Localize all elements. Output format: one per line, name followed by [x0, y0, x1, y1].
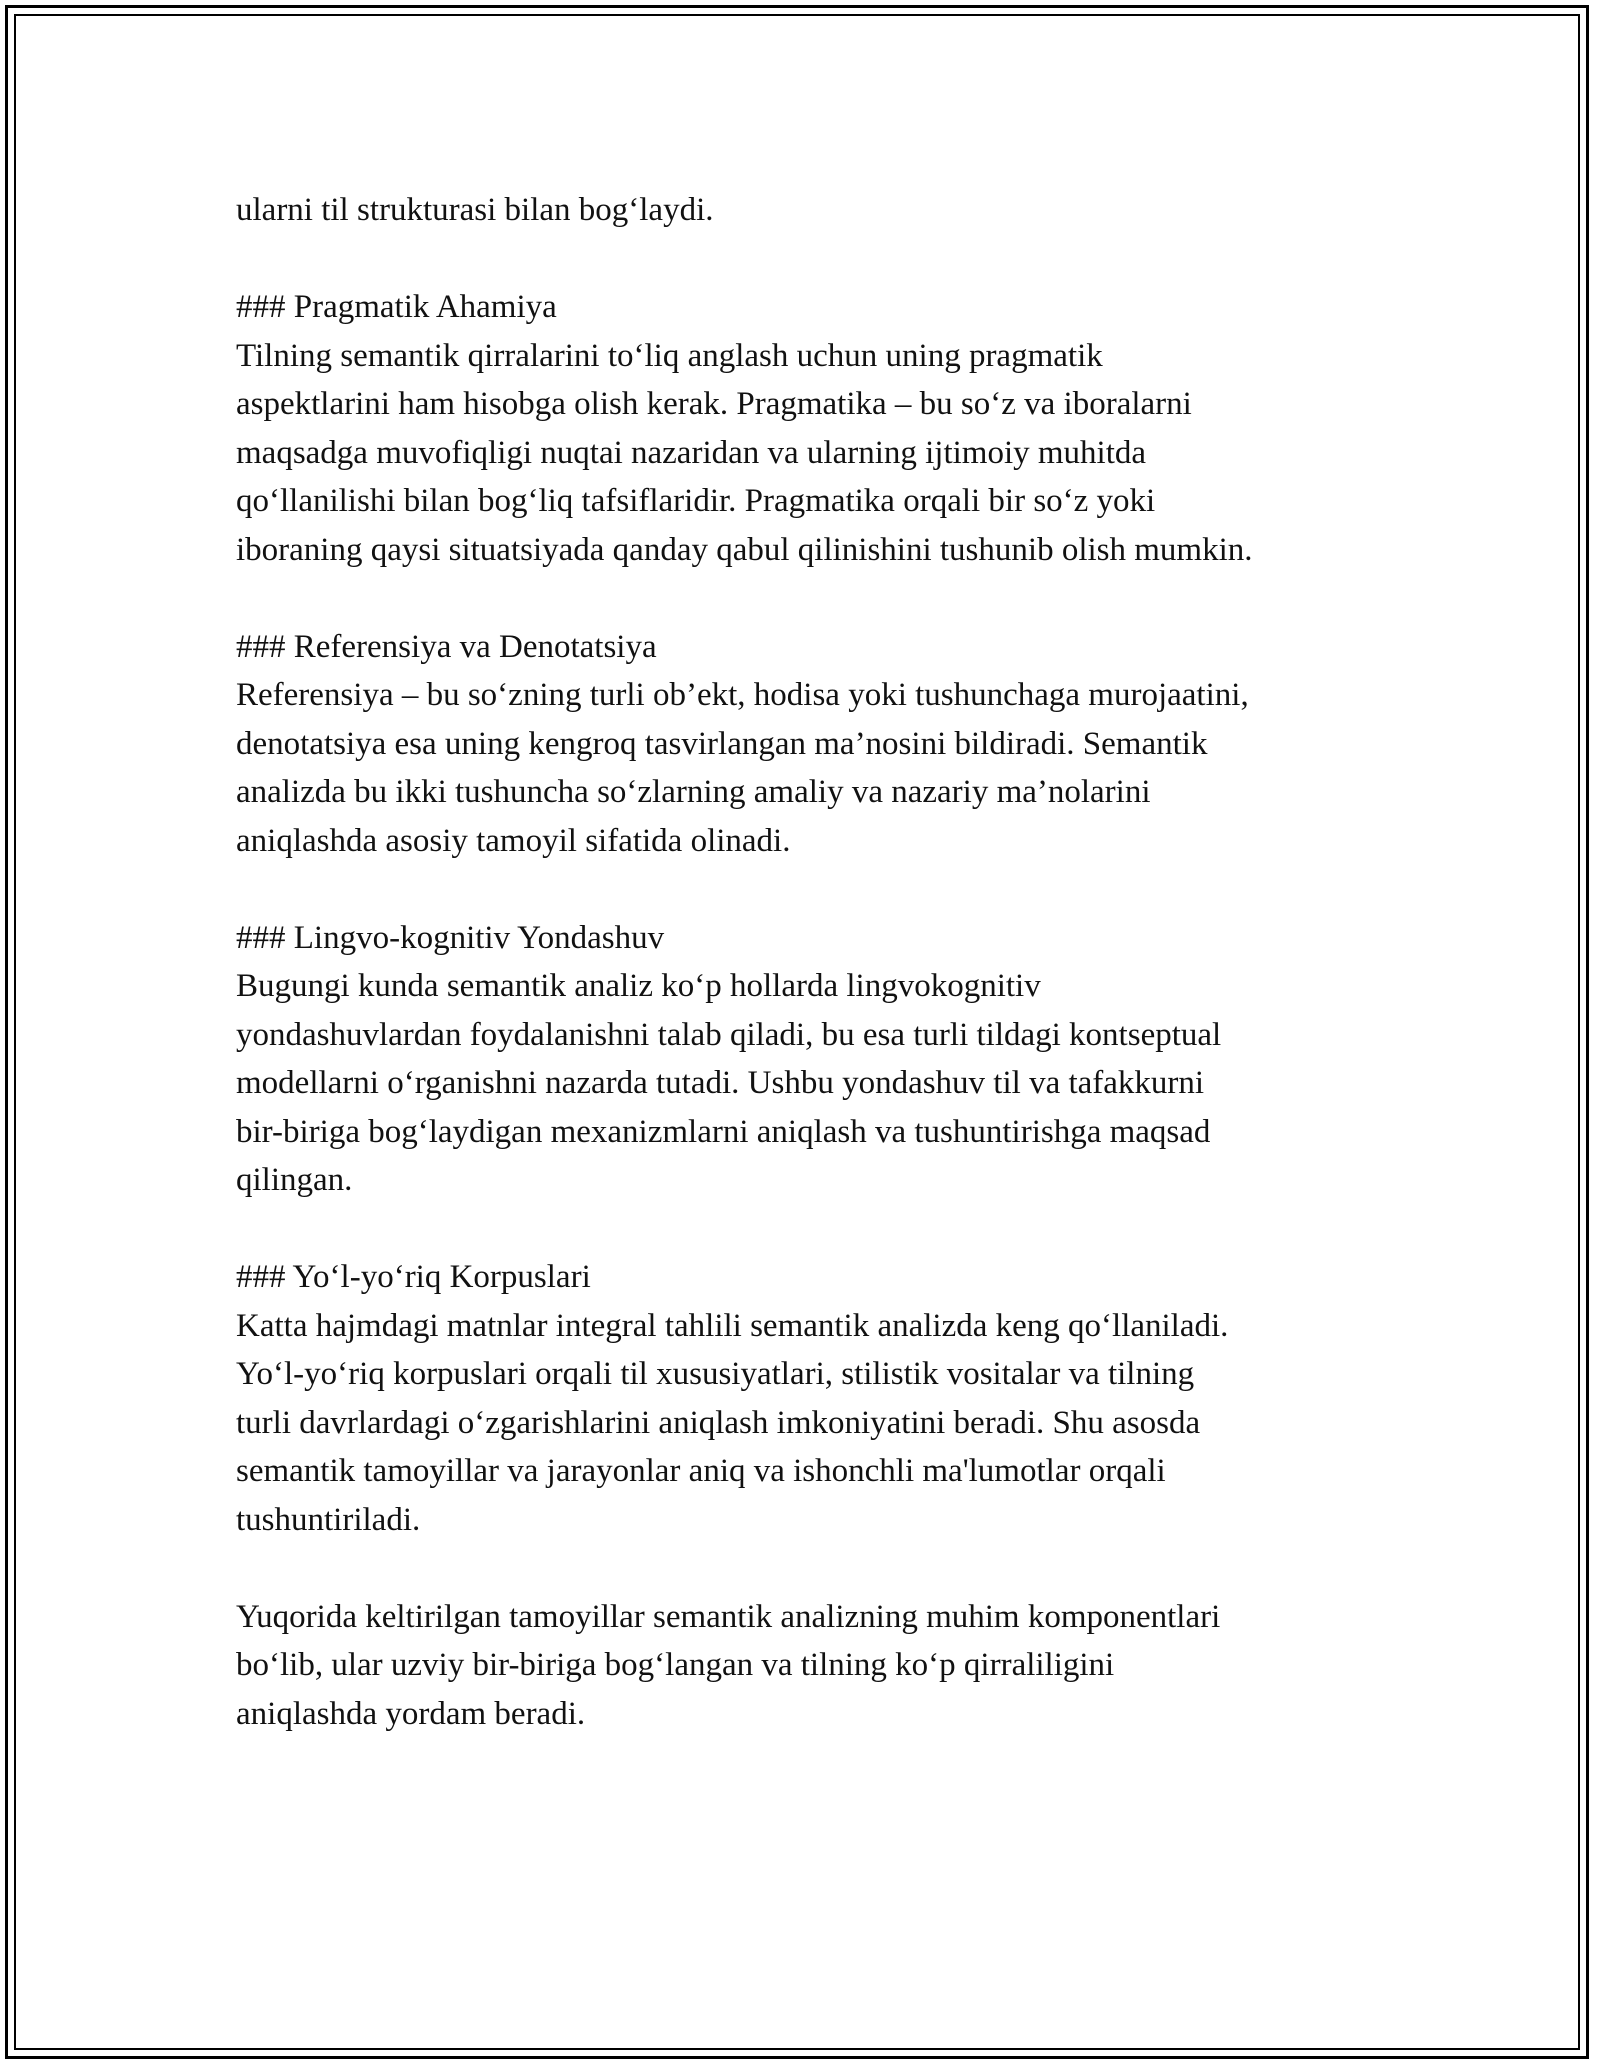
text-line: turli davrlardagi o‘zgarishlarini aniqlash imkoniyatini beradi. Shu asosda [236, 1404, 1201, 1441]
text-line: modellarni o‘rganishni nazarda tutadi. Ushbu yondashuv til va tafakkurni [236, 1065, 1205, 1101]
paragraph-continuation [236, 186, 1376, 235]
text-line: Bugungi kunda semantik analiz ko‘p hollarda lingvokognitiv [236, 968, 1041, 1004]
text-line: yondashuvlardan foydalanishni talab qiladi, bu esa turli tildagi kontseptual [236, 1016, 1222, 1053]
text-line: analizda bu ikki tushuncha so‘zlarning amaliy va nazariy ma’nolarini [236, 774, 1151, 810]
section-heading: ### Lingvo-kognitiv Yondashuv [236, 919, 665, 956]
text-line: aniqlashda asosiy tamoyil sifatida olinadi. [236, 822, 791, 859]
section-heading: ### Pragmatik Ahamiya [236, 289, 557, 325]
text-line: aniqlashda yordam beradi. [236, 1695, 586, 1732]
document-body [236, 186, 1376, 1787]
section-referensiya-denotatsiya [236, 623, 1376, 866]
text-line: semantik tamoyillar va jarayonlar aniq va ishonchli ma'lumotlar orqali [236, 1453, 1166, 1489]
text-line: Tilning semantik qirralarini to‘liq anglash uchun uning pragmatik [236, 337, 1103, 374]
text-line: Referensiya – bu so‘zning turli ob’ekt, hodisa yoki tushunchaga murojaatini, [236, 677, 1249, 713]
paragraph-conclusion [236, 1593, 1376, 1739]
text-line: qo‘llanilishi bilan bog‘liq tafsiflaridir. Pragmatika orqali bir so‘z yoki [236, 483, 1156, 519]
text-line: ularni til strukturasi bilan bog‘laydi. [236, 192, 714, 228]
text-line: Yuqorida keltirilgan tamoyillar semantik analizning muhim komponentlari [236, 1598, 1221, 1635]
text-line: denotatsiya esa uning kengroq tasvirlangan ma’nosini bildiradi. Semantik [236, 725, 1208, 762]
text-line: tushuntiriladi. [236, 1501, 421, 1538]
section-pragmatik-ahamiya [236, 283, 1376, 574]
text-line: qilingan. [236, 1162, 353, 1198]
section-heading: ### Yo‘l-yo‘riq Korpuslari [236, 1259, 591, 1295]
text-line: bir-biriga bog‘laydigan mexanizmlarni aniqlash va tushuntirishga maqsad [236, 1113, 1211, 1150]
text-line: iboraning qaysi situatsiyada qanday qabul qilinishini tushunib olish mumkin. [236, 531, 1253, 568]
section-yol-yoriq-korpuslari [236, 1253, 1376, 1544]
text-line: bo‘lib, ular uzviy bir-biriga bog‘langan va tilning ko‘p qirraliligini [236, 1647, 1115, 1683]
text-line: Yo‘l-yo‘riq korpuslari orqali til xususiyatlari, stilistik vositalar va tilning [236, 1356, 1195, 1392]
text-line: maqsadga muvofiqligi nuqtai nazaridan va ularning ijtimoiy muhitda [236, 434, 1147, 471]
text-line: aspektlarini ham hisobga olish kerak. Pragmatika – bu so‘z va iboralarni [236, 386, 1192, 422]
section-heading: ### Referensiya va Denotatsiya [236, 628, 657, 665]
text-line: Katta hajmdagi matnlar integral tahlili semantik analizda keng qo‘llaniladi. [236, 1307, 1229, 1344]
section-lingvo-kognitiv [236, 914, 1376, 1205]
